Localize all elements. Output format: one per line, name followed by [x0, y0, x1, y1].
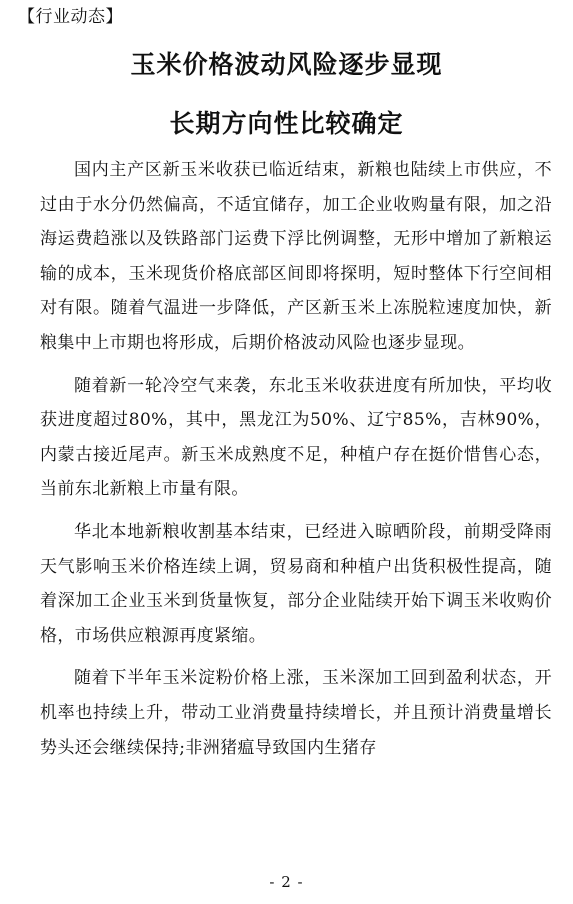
paragraph-1: 国内主产区新玉米收获已临近结束，新粮也陆续上市供应，不过由于水分仍然偏高，不适宜储存，加工企业收购量有限，加之沿海运费趋涨以及铁路部门运费下浮比例调整，无形中增加了新粮运输的成本，玉米现货价格底部区间即将探明，短时整体下行空间相对有限。随着气温进一步降低，产区新玉米上冻脱粒速度加快，新粮集中上市期也将形成，后期价格波动风险也逐步显现。: [40, 160, 552, 353]
paragraph-3: 华北本地新粮收割基本结束，已经进入晾晒阶段，前期受降雨天气影响玉米价格连续上调，贸易商和种植户出货积极性提高，随着深加工企业玉米到货量恢复，部分企业陆续开始下调玉米收购价格，市场供应粮源再度紧缩。: [40, 521, 552, 646]
paragraph-4: 随着下半年玉米淀粉价格上涨，玉米深加工回到盈利状态，开机率也持续上升，带动工业消费量持续增长，并且预计消费量增长势头还会继续保持;非洲猪瘟导致国内生猪存: [40, 668, 552, 758]
article-body: [40, 153, 552, 773]
paragraph-2: 随着新一轮冷空气来袭，东北玉米收获进度有所加快，平均收获进度超过80%，其中，黑龙江为50%、辽宁85%，吉林90%，内蒙古接近尾声。新玉米成熟度不足，种植户存在挺价惜售心态，当前东北新粮上市量有限。: [40, 375, 552, 500]
section-tag: 【行业动态】: [18, 7, 123, 27]
page-number: - 2 -: [269, 873, 304, 891]
article-title-line-2: 长期方向性比较确定: [169, 109, 404, 138]
article-title-line-1: 玉米价格波动风险逐步显现: [130, 50, 443, 79]
